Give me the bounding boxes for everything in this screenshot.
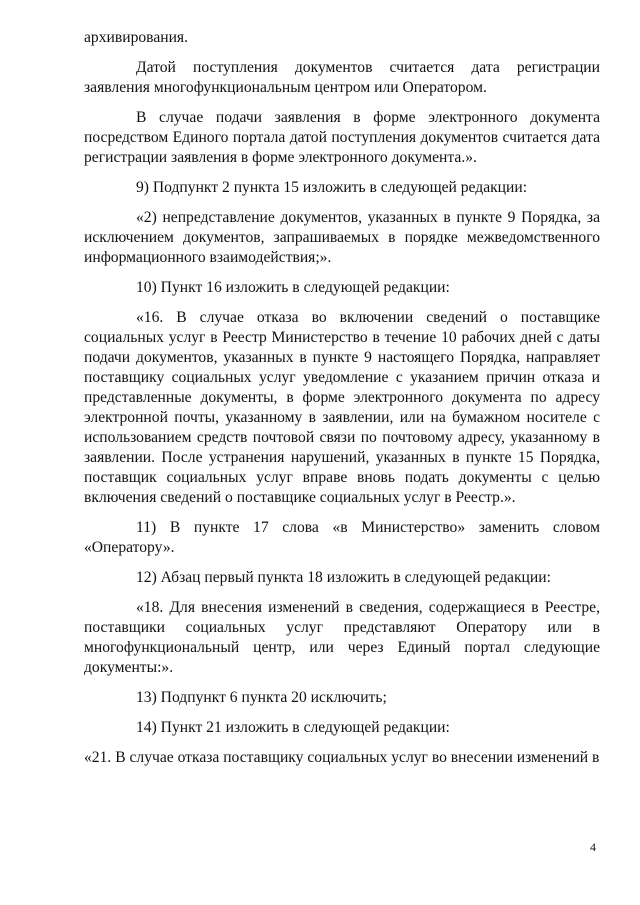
paragraph-item-13: 13) Подпункт 6 пункта 20 исключить; [136, 689, 387, 706]
paragraph-clause-18: «18. Для внесения изменений в сведения, содержащиеся в Реестре, поставщики социальных услуг представляют Оператору или в многофункциональный центр, или через Единый портал следующие документы:». [84, 599, 600, 676]
paragraph-continuation: архивирования. [84, 29, 189, 46]
paragraph-item-9: 9) Подпункт 2 пункта 15 изложить в следующей редакции: [136, 179, 528, 196]
paragraph-submission-date: Датой поступления документов считается дата регистрации заявления многофункциональным центром или Оператором. [84, 59, 600, 96]
paragraph-clause-21: «21. В случае отказа поставщику социальных услуг во внесении изменений в [84, 749, 600, 766]
paragraph-electronic-submission: В случае подачи заявления в форме электронного документа посредством Единого портала датой поступления документов считается дата регистрации заявления в форме электронного документа.». [84, 109, 600, 166]
paragraph-clause-16: «16. В случае отказа во включении сведений о поставщике социальных услуг в Реестр Министерство в течение 10 рабочих дней с даты подачи документов, указанных в пункте 9 настоящего Порядка, направляет поставщику социальных услуг уведомление с указанием причин отказа и представленные документы, в форме электронного документа по адресу электронной почты, указанному в заявлении, или на бумажном носителе с использованием средств почтовой связи по почтовому адресу, указанному в заявлении. После устранения нарушений, указанных в пункте 15 Порядка, поставщик социальных услуг вправе вновь подать документы с целью включения сведений о поставщике социальных услуг в Реестр.». [84, 309, 600, 506]
paragraph-item-12: 12) Абзац первый пункта 18 изложить в следующей редакции: [136, 569, 551, 586]
paragraph-item-14: 14) Пункт 21 изложить в следующей редакции: [136, 719, 450, 736]
paragraph-subitem-2: «2) непредставление документов, указанных в пункте 9 Порядка, за исключением документов, запрашиваемых в порядке межведомственного информационного взаимодействия;». [84, 209, 600, 266]
page-number: 4 [590, 840, 596, 854]
paragraph-item-11: 11) В пункте 17 слова «в Министерство» заменить словом «Оператору». [84, 519, 600, 556]
paragraph-item-10: 10) Пункт 16 изложить в следующей редакции: [136, 279, 450, 296]
